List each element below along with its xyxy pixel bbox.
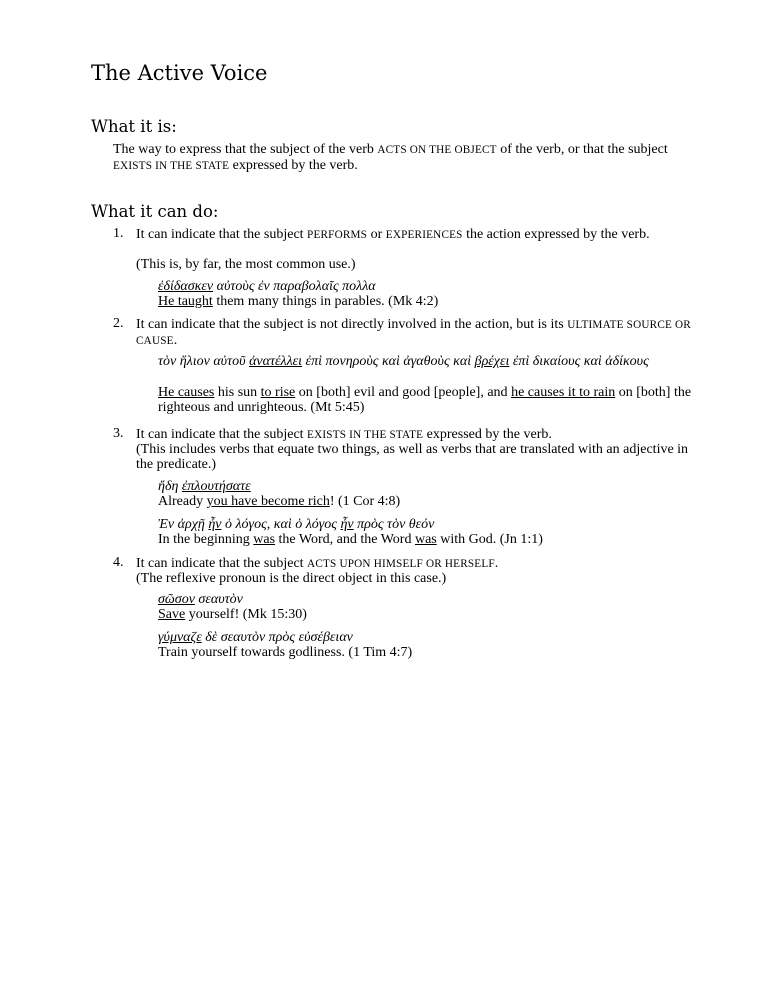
list-item-2-text	[136, 317, 706, 349]
list-number: 4.	[113, 555, 124, 570]
greek-text: πρὸς τὸν θεόν	[353, 517, 435, 532]
greek-text: σεαυτὸν	[194, 592, 243, 607]
english-translation	[158, 385, 708, 415]
greek-example	[158, 479, 251, 494]
greek-verb: ἐπλουτήσατε	[181, 479, 251, 494]
item-smallcaps: PERFORMS	[307, 229, 368, 241]
item-smallcaps: ULTIMATE SOURCE OR CAUSE	[136, 319, 691, 347]
greek-verb: βρέχει	[474, 354, 510, 369]
definition-paragraph	[113, 142, 703, 174]
list-number: 2.	[113, 316, 124, 331]
greek-example	[158, 517, 434, 532]
greek-text: ἐπὶ πονηροὺς καὶ ἀγαθοὺς καὶ	[302, 354, 475, 369]
greek-verb: ἦν	[208, 517, 222, 532]
greek-text: ἐπὶ δικαίους καὶ ἀδίκους	[509, 354, 649, 369]
greek-example	[158, 354, 703, 369]
item-text: It can indicate that the subject	[136, 556, 308, 571]
greek-verb: ἦν	[340, 517, 354, 532]
english-text: them many things in parables. (Mk 4:2)	[212, 294, 439, 309]
list-item-4-text	[136, 556, 706, 572]
definition-text: expressed by the verb.	[229, 158, 358, 173]
greek-verb: ἐδίδασκεν	[158, 279, 214, 294]
greek-text: ὁ λόγος, καὶ ὁ λόγος	[221, 517, 341, 532]
item-text: It can indicate that the subject	[136, 427, 308, 442]
section-heading-what-it-can-do: What it can do:	[91, 202, 219, 221]
greek-text: δὲ σεαυτὸν πρὸς εὐσέβειαν	[201, 630, 353, 645]
english-text: with God. (Jn 1:1)	[436, 532, 543, 547]
greek-text: Ἐν ἀρχῇ	[158, 517, 209, 532]
definition-text: of the verb, or that the subject	[496, 142, 668, 157]
list-item-1-text	[136, 227, 696, 243]
item-text: It can indicate that the subject	[136, 227, 308, 242]
english-text: In the beginning	[158, 532, 254, 547]
item-smallcaps: EXISTS IN THE STATE	[307, 429, 424, 441]
english-verb: He taught	[158, 294, 213, 309]
english-translation	[158, 532, 543, 547]
item-text: It can indicate that the subject is not directly involved in the action, but is its	[136, 317, 568, 332]
english-text: the Word, and the Word	[275, 532, 415, 547]
list-number: 1.	[113, 226, 124, 241]
english-verb: He causes	[158, 385, 215, 400]
item-text: .	[494, 556, 499, 571]
english-text: yourself! (Mk 15:30)	[185, 607, 307, 622]
english-verb: was	[414, 532, 437, 547]
item-text: the action expressed by the verb.	[462, 227, 650, 242]
greek-example	[158, 630, 353, 645]
english-verb: Save	[158, 607, 186, 622]
list-item-4-note: (The reflexive pronoun is the direct object in this case.)	[136, 571, 447, 586]
greek-verb: σῶσον	[158, 592, 195, 607]
english-verb: was	[253, 532, 276, 547]
greek-text: τὸν ἥλιον αὐτοῦ	[158, 354, 250, 369]
english-verb: to rise	[260, 385, 296, 400]
item-text: expressed by the verb.	[423, 427, 552, 442]
greek-text: αὐτοὺς ἐν παραβολαῖς πολλα	[213, 279, 376, 294]
list-item-1-note: (This is, by far, the most common use.)	[136, 257, 356, 272]
section-heading-what-it-is: What it is:	[91, 117, 177, 136]
english-translation: Train yourself towards godliness. (1 Tim 4:7)	[158, 645, 413, 660]
english-text: on [both] evil and good [people], and	[295, 385, 512, 400]
greek-verb: γύμναζε	[158, 630, 202, 645]
greek-example	[158, 279, 376, 294]
greek-verb: ἀνατέλλει	[249, 354, 303, 369]
english-text: Already	[158, 494, 207, 509]
english-translation	[158, 607, 307, 622]
item-text: or	[367, 227, 386, 242]
english-translation	[158, 494, 400, 509]
greek-example	[158, 592, 243, 607]
item-smallcaps: ACTS UPON HIMSELF OR HERSELF	[307, 558, 495, 570]
greek-text: ἤδη	[158, 479, 182, 494]
english-translation	[158, 294, 438, 309]
definition-text: The way to express that the subject of the verb	[113, 142, 378, 157]
list-item-3-text	[136, 427, 706, 443]
definition-smallcaps: EXISTS IN THE STATE	[113, 160, 230, 172]
english-text: ! (1 Cor 4:8)	[329, 494, 401, 509]
item-text: .	[173, 333, 178, 348]
item-smallcaps: EXPERIENCES	[385, 229, 463, 241]
english-text: on [both] the righteous and unrighteous. (Mt 5:45)	[158, 385, 692, 415]
definition-smallcaps: ACTS ON THE OBJECT	[377, 144, 497, 156]
page-title: The Active Voice	[91, 61, 268, 85]
english-verb: he causes it to rain	[511, 385, 616, 400]
english-verb: you have become rich	[206, 494, 330, 509]
list-item-3-note: (This includes verbs that equate two things, as well as verbs that are translated with an adjective in the predicate.)	[136, 442, 689, 472]
english-text: his sun	[214, 385, 261, 400]
list-number: 3.	[113, 426, 124, 441]
